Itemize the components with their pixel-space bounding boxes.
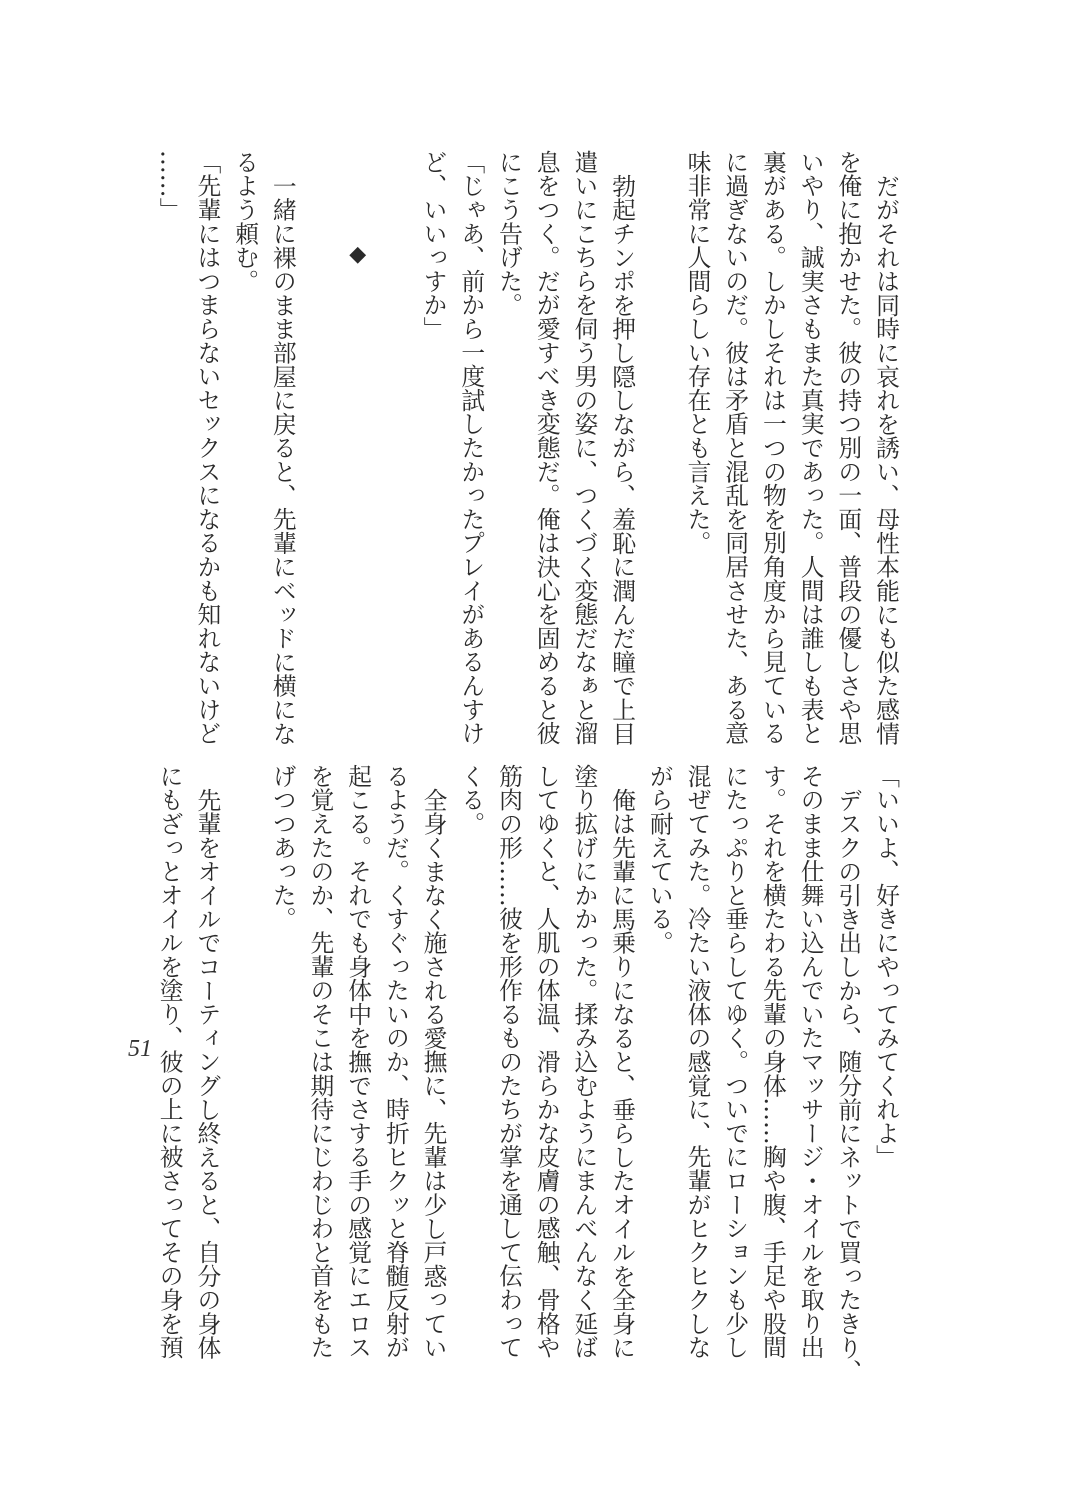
text-line: に過ぎないのだ。彼は矛盾と混乱を同居させた、ある意 bbox=[721, 150, 750, 745]
text-line: 裏がある。しかしそれは一つの物を別角度から見ている bbox=[758, 150, 787, 745]
text-line: にたっぷりと垂らしてゆく。ついでにローションも少し bbox=[721, 764, 750, 1359]
text-line: 先輩をオイルでコーティングし終えると、自分の身体 bbox=[193, 787, 222, 1359]
text-line: 「じゃあ、前から一度試したかったプレイがあるんすけ bbox=[457, 150, 486, 745]
text-line: だがそれは同時に哀れを誘い、母性本能にも似た感情 bbox=[872, 173, 900, 745]
text-line: 遣いにこちらを伺う男の姿に、つくづく変態だなぁと溜 bbox=[570, 150, 599, 745]
text-line: にもざっとオイルを塗り、彼の上に被さってその身を預 bbox=[155, 764, 184, 1359]
text-line: を俺に抱かせた。彼の持つ別の一面、普段の優しさや思 bbox=[834, 150, 863, 745]
text-line: 一緒に裸のまま部屋に戻ると、先輩にベッドに横にな bbox=[268, 173, 297, 745]
text-line: ……」 bbox=[155, 150, 184, 222]
text-line: そのまま仕舞い込んでいたマッサージ・オイルを取り出 bbox=[796, 764, 825, 1359]
text-line: 息をつく。だが愛すべき変態だ。俺は決心を固めると彼 bbox=[532, 150, 561, 745]
text-line: ど、いいっすか」 bbox=[419, 150, 448, 341]
text-line: す。それを横たわる先輩の身体……胸や腹、手足や股間 bbox=[758, 764, 787, 1359]
text-line: 「いいよ、好きにやってみてくれよ」 bbox=[872, 764, 900, 1169]
text-line: 起こる。それでも身体中を撫でさする手の感覚にエロス bbox=[344, 764, 373, 1359]
text-line: いやり、誠実さもまた真実であった。人間は誰しも表と bbox=[796, 150, 825, 745]
text-line: げつつあった。 bbox=[268, 764, 297, 931]
text-line: 混ぜてみた。冷たい液体の感覚に、先輩がヒクヒクしな bbox=[683, 764, 712, 1359]
text-line: がら耐えている。 bbox=[645, 764, 674, 955]
upper-text-block bbox=[150, 150, 904, 750]
text-line: くる。 bbox=[457, 764, 486, 836]
text-line: 筋肉の形……彼を形作るものたちが掌を通して伝わって bbox=[494, 764, 523, 1359]
text-line: 勃起チンポを押し隠しながら、羞恥に潤んだ瞳で上目 bbox=[608, 173, 637, 745]
text-line: るよう頼む。 bbox=[231, 150, 260, 293]
blank-line bbox=[225, 764, 263, 1364]
text-line: 全身くまなく施される愛撫に、先輩は少し戸惑ってい bbox=[419, 787, 448, 1359]
lower-text-block bbox=[150, 764, 904, 1383]
text-line: 「先輩にはつまらないセックスになるかも知れないけど bbox=[193, 150, 222, 745]
text-line: 俺は先輩に馬乗りになると、垂らしたオイルを全身に bbox=[608, 787, 637, 1359]
text-line: デスクの引き出しから、随分前にネットで買ったきり、 bbox=[834, 787, 863, 1383]
text-line: してゆくと、人肌の体温、滑らかな皮膚の感触、骨格や bbox=[532, 764, 561, 1359]
text-line: にこう告げた。 bbox=[494, 150, 523, 317]
blank-line bbox=[640, 150, 678, 750]
blank-line bbox=[376, 150, 414, 750]
page-number: 51 bbox=[128, 1036, 152, 1062]
text-line: を覚えたのか、先輩のそこは期待にじわじわと首をもた bbox=[306, 764, 335, 1359]
section-break-diamond: ◆ bbox=[345, 242, 371, 267]
text-line: 塗り拡げにかかった。揉み込むようにまんべんなく延ば bbox=[570, 764, 599, 1359]
text-line: るようだ。くすぐったいのか、時折ヒクッと脊髄反射が bbox=[381, 764, 410, 1359]
blank-line bbox=[301, 150, 339, 750]
text-line: 味非常に人間らしい存在とも言えた。 bbox=[683, 150, 712, 555]
